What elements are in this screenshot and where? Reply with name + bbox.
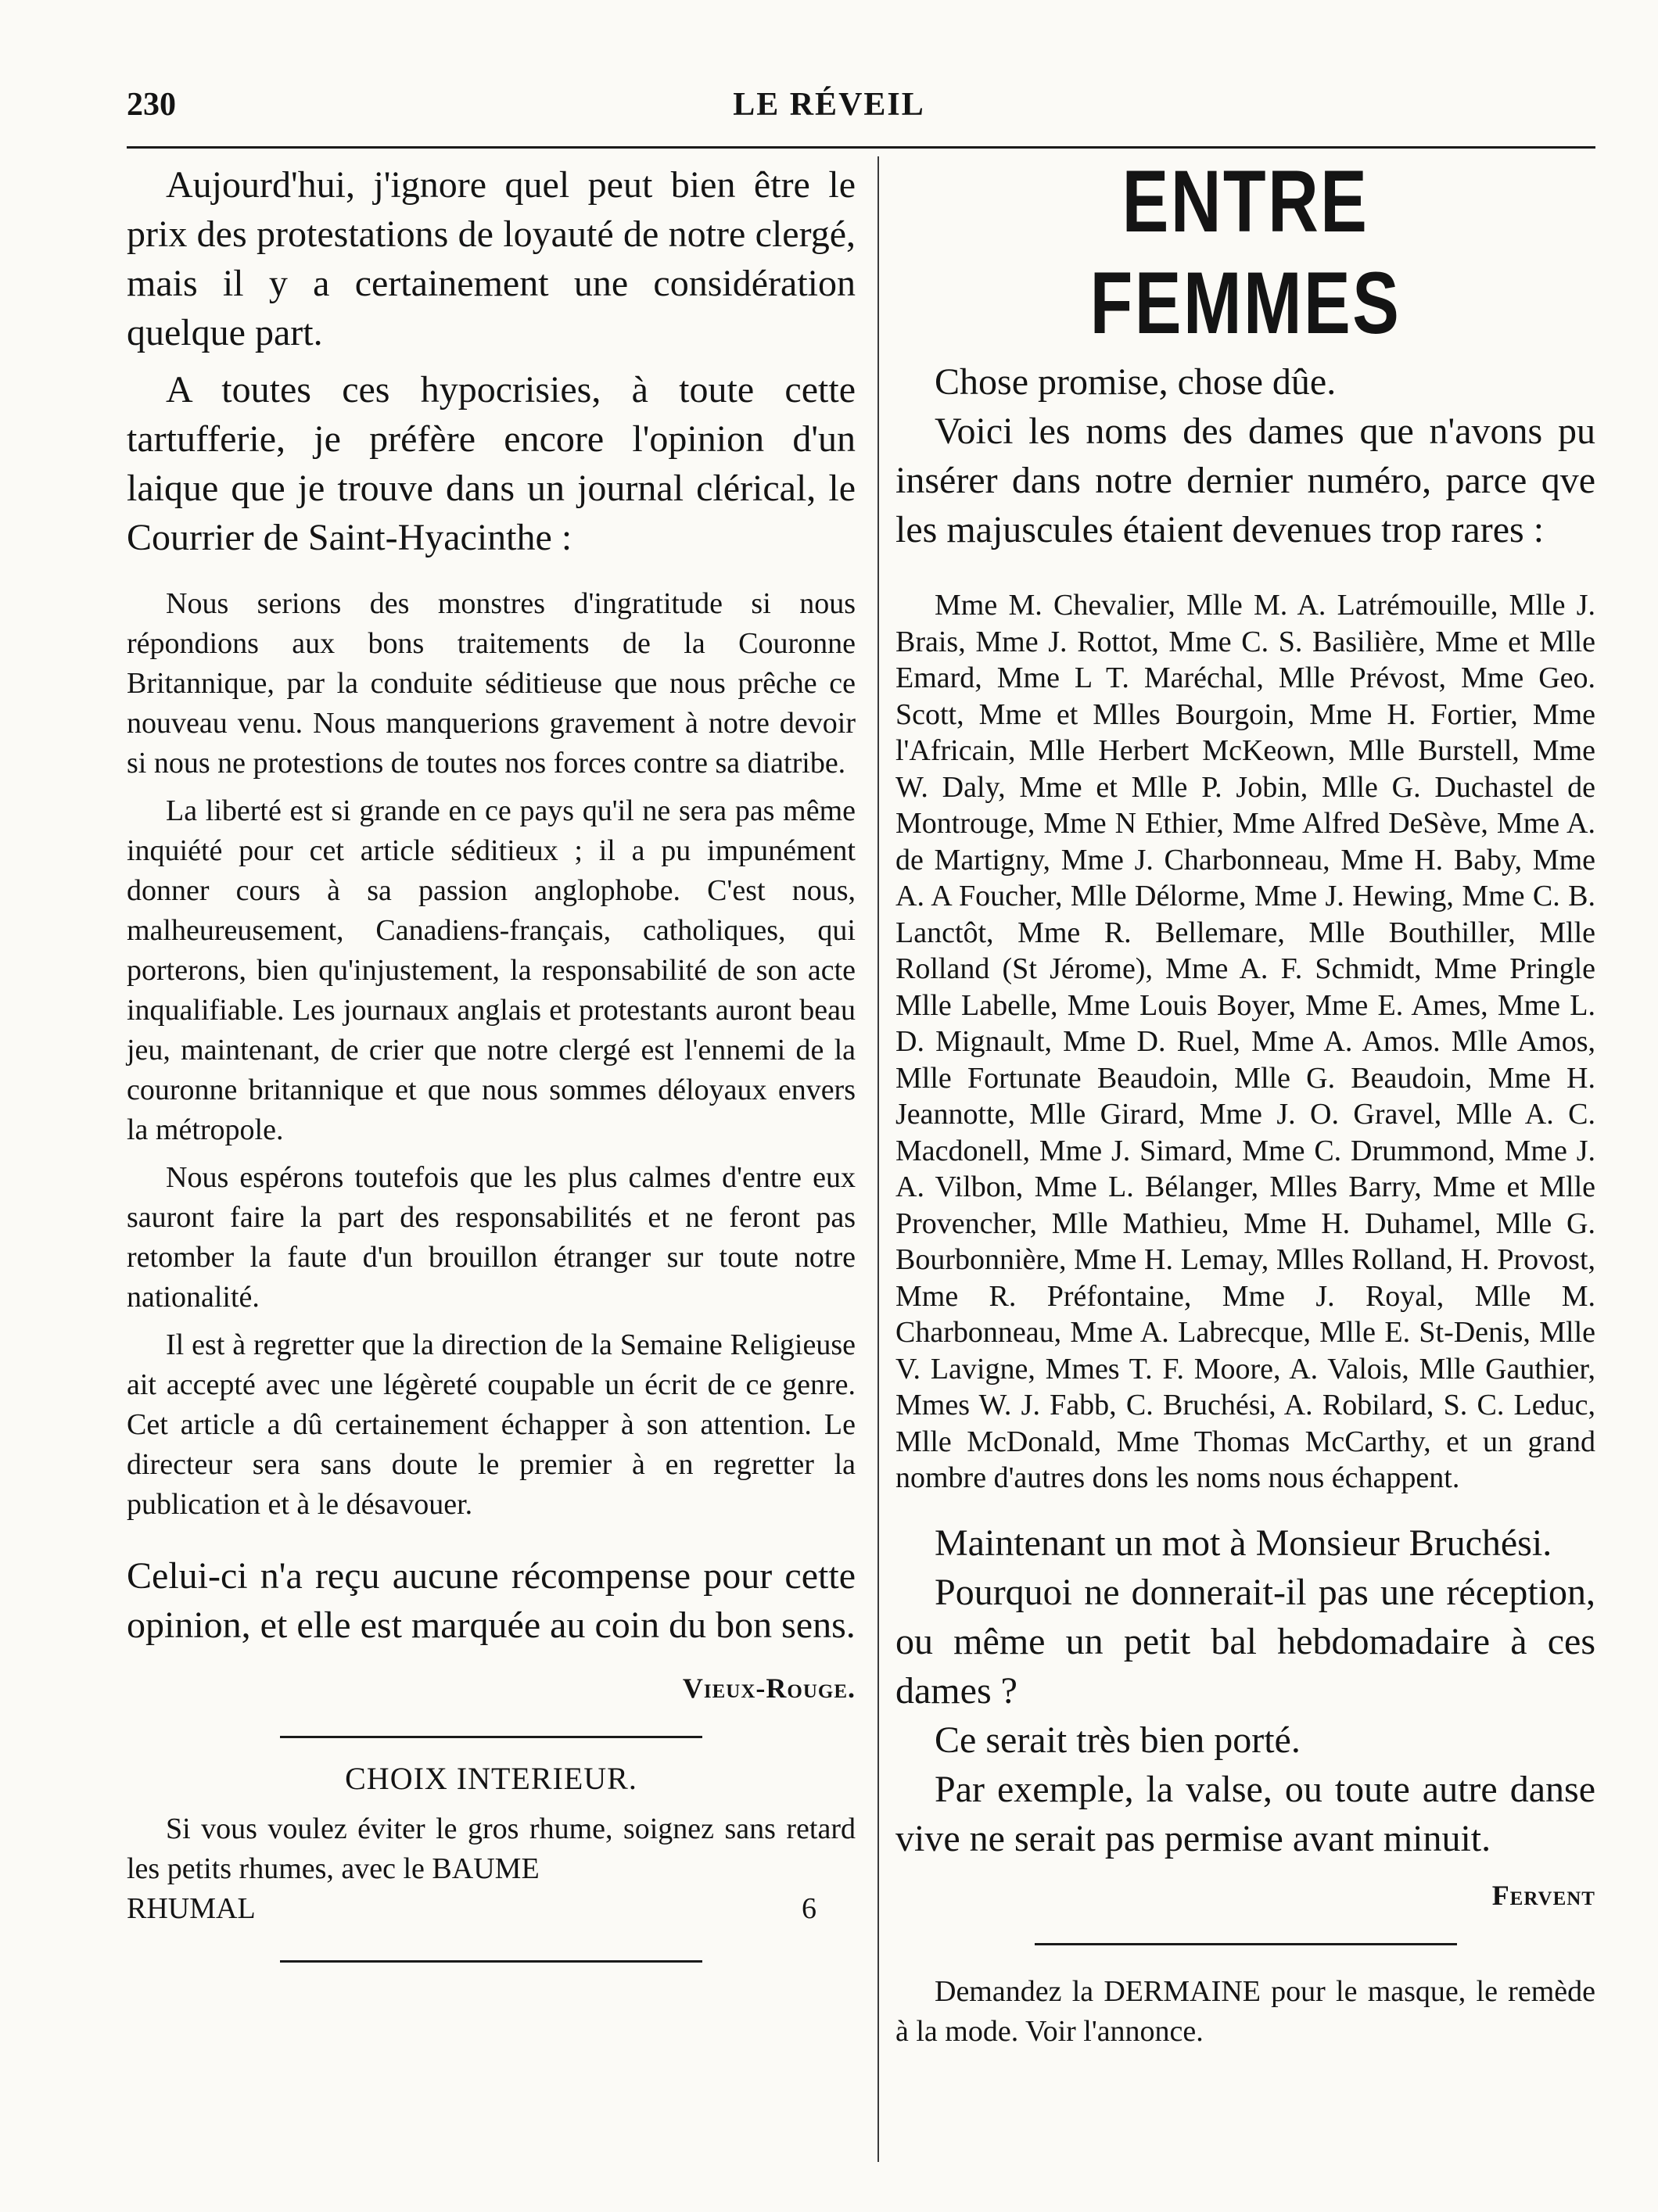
column-divider	[877, 156, 879, 2162]
paragraph: Celui-ci n'a reçu aucune récompense pour cette opinion, et elle est marquée au coin du bon sens.	[127, 1555, 856, 1646]
quote-paragraph: La liberté est si grande en ce pays qu'il ne sera pas même inquiété pour cet article séditieux ; il a pu impunément donner cours à sa passion anglophobe. C'est nous, malheureusement, Canadiens-français, catholiques, qui porterons, bien qu'injustement, la responsabilité de son acte inqualifiable. Les journaux anglais et protestants auront beau jeu, maintenant, de crier que notre clergé est l'ennemi de la couronne britannique et que nous sommes déloyaux envers la métropole.	[127, 794, 856, 1146]
header-rule	[127, 146, 1595, 149]
paragraph: Voici les noms des dames que n'avons pu insérer dans notre dernier numéro, parce qve les majuscules étaient devenues trop rares :	[895, 410, 1595, 550]
left-column	[127, 160, 856, 1963]
advertisement-text: Si vous voulez éviter le gros rhume, soignez sans retard les petits rhumes, avec le BAUME	[127, 1812, 856, 1885]
paragraph: A toutes ces hypocrisies, à toute cette tartufferie, je préfère encore l'opinion d'un laique que je trouve dans un journal clérical, le Courrier de Saint-Hyacinthe :	[127, 369, 856, 558]
page-number: 230	[127, 87, 176, 123]
product-name: RHUMAL	[127, 1892, 256, 1925]
quote-paragraph: Il est à regretter que la direction de la Semaine Religieuse ait accepté avec une légèreté coupable un écrit de ce genre. Cet article a dû certainement échapper à son attention. Le directeur sera sans doute le premier à en regretter la publication et à le désavouer.	[127, 1328, 856, 1521]
names-list: Mme M. Chevalier, Mlle M. A. Latrémouille, Mlle J. Brais, Mme J. Rottot, Mme C. S. Basilière, Mme et Mlle Emard, Mme L T. Maréchal, Mlle Prévost, Mme Geo. Scott, Mme et Mlles Bourgoin, Mme H. Fortier, Mme l'Africain, Mlle Herbert McKeown, Mlle Burstell, Mme W. Daly, Mme et Mlle P. Jobin, Mlle G. Duchastel de Montrouge, Mme N Ethier, Mme Alfred DeSève, Mme A. de Martigny, Mme J. Charbonneau, Mme H. Baby, Mme A. A Foucher, Mlle Délorme, Mme J. Hewing, Mme C. B. Lanctôt, Mme R. Bellemare, Mlle Bouthiller, Mlle Rolland (St Jérome), Mme A. F. Schmidt, Mme Pringle Mlle Labelle, Mme Louis Boyer, Mme E. Ames, Mme L. D. Mignault, Mme D. Ruel, Mme A. Amos. Mlle Amos, Mlle Fortunate Beaudoin, Mlle G. Beaudoin, Mme H. Jeannotte, Mlle Girard, Mme J. O. Gravel, Mlle A. C. Macdonell, Mme J. Simard, Mme C. Drummond, Mme J. A. Vilbon, Mme L. Bélanger, Mlles Barry, Mme et Mlle Provencher, Mlle Mathieu, Mme H. Duhamel, Mlle G. Bourbonnière, Mme H. Lemay, Mlles Rolland, H. Provost, Mme R. Préfontaine, Mme J. Royal, Mlle M. Charbonneau, Mme A. Labrecque, Mlle E. St-Denis, Mlle V. Lavigne, Mmes T. F. Moore, A. Valois, Mlle Gauthier, Mmes W. J. Fabb, C. Bruchési, A. Robilard, S. C. Leduc, Mlle McDonald, Mme Thomas McCarthy, et un grand nombre d'autres dons les noms nous échappent.	[895, 589, 1595, 1494]
paragraph: Par exemple, la valse, ou toute autre danse vive ne serait pas permise avant minuit.	[895, 1768, 1595, 1859]
newspaper-title: LE RÉVEIL	[733, 87, 925, 123]
advertisement-number: 6	[802, 1892, 816, 1925]
section-rule	[1035, 1943, 1457, 1945]
paragraph: Chose promise, chose dûe.	[935, 361, 1337, 403]
paragraph: Ce serait très bien porté.	[935, 1719, 1301, 1761]
quote-paragraph: Nous serions des monstres d'ingratitude si nous répondions aux bons traitements de la Couronne Britannique, par la conduite séditieuse que nous prêche ce nouveau venu. Nous manquerions gravement à notre devoir si nous ne protestions de toutes nos forces contre sa diatribe.	[127, 587, 856, 780]
quote-paragraph: Nous espérons toutefois que les plus calmes d'entre eux sauront faire la part des responsabilités et ne feront pas retomber la faute d'un brouillon étranger sur toute notre nationalité.	[127, 1161, 856, 1314]
right-column	[895, 152, 1595, 2052]
author-signature: Fervent	[1491, 1879, 1595, 1911]
section-rule	[280, 1736, 702, 1738]
section-rule	[280, 1960, 702, 1963]
advertisement-text: Demandez la DERMAINE pour le masque, le remède à la mode. Voir l'annonce.	[895, 1974, 1595, 2048]
paragraph: Maintenant un mot à Monsieur Bruchési.	[935, 1522, 1552, 1564]
paragraph: Pourquoi ne donnerait-il pas une réception, ou même un petit bal hebdomadaire à ces dames ?	[895, 1571, 1595, 1712]
author-signature: Vieux-Rouge.	[682, 1672, 856, 1704]
paragraph: Aujourd'hui, j'ignore quel peut bien être le prix des protestations de loyauté de notre clergé, mais il y a certainement une considération quelque part.	[127, 164, 856, 353]
article-title: ENTRE FEMMES	[1089, 152, 1401, 352]
section-heading: CHOIX INTERIEUR.	[345, 1761, 637, 1796]
advertisement-last-line	[127, 1889, 856, 1929]
